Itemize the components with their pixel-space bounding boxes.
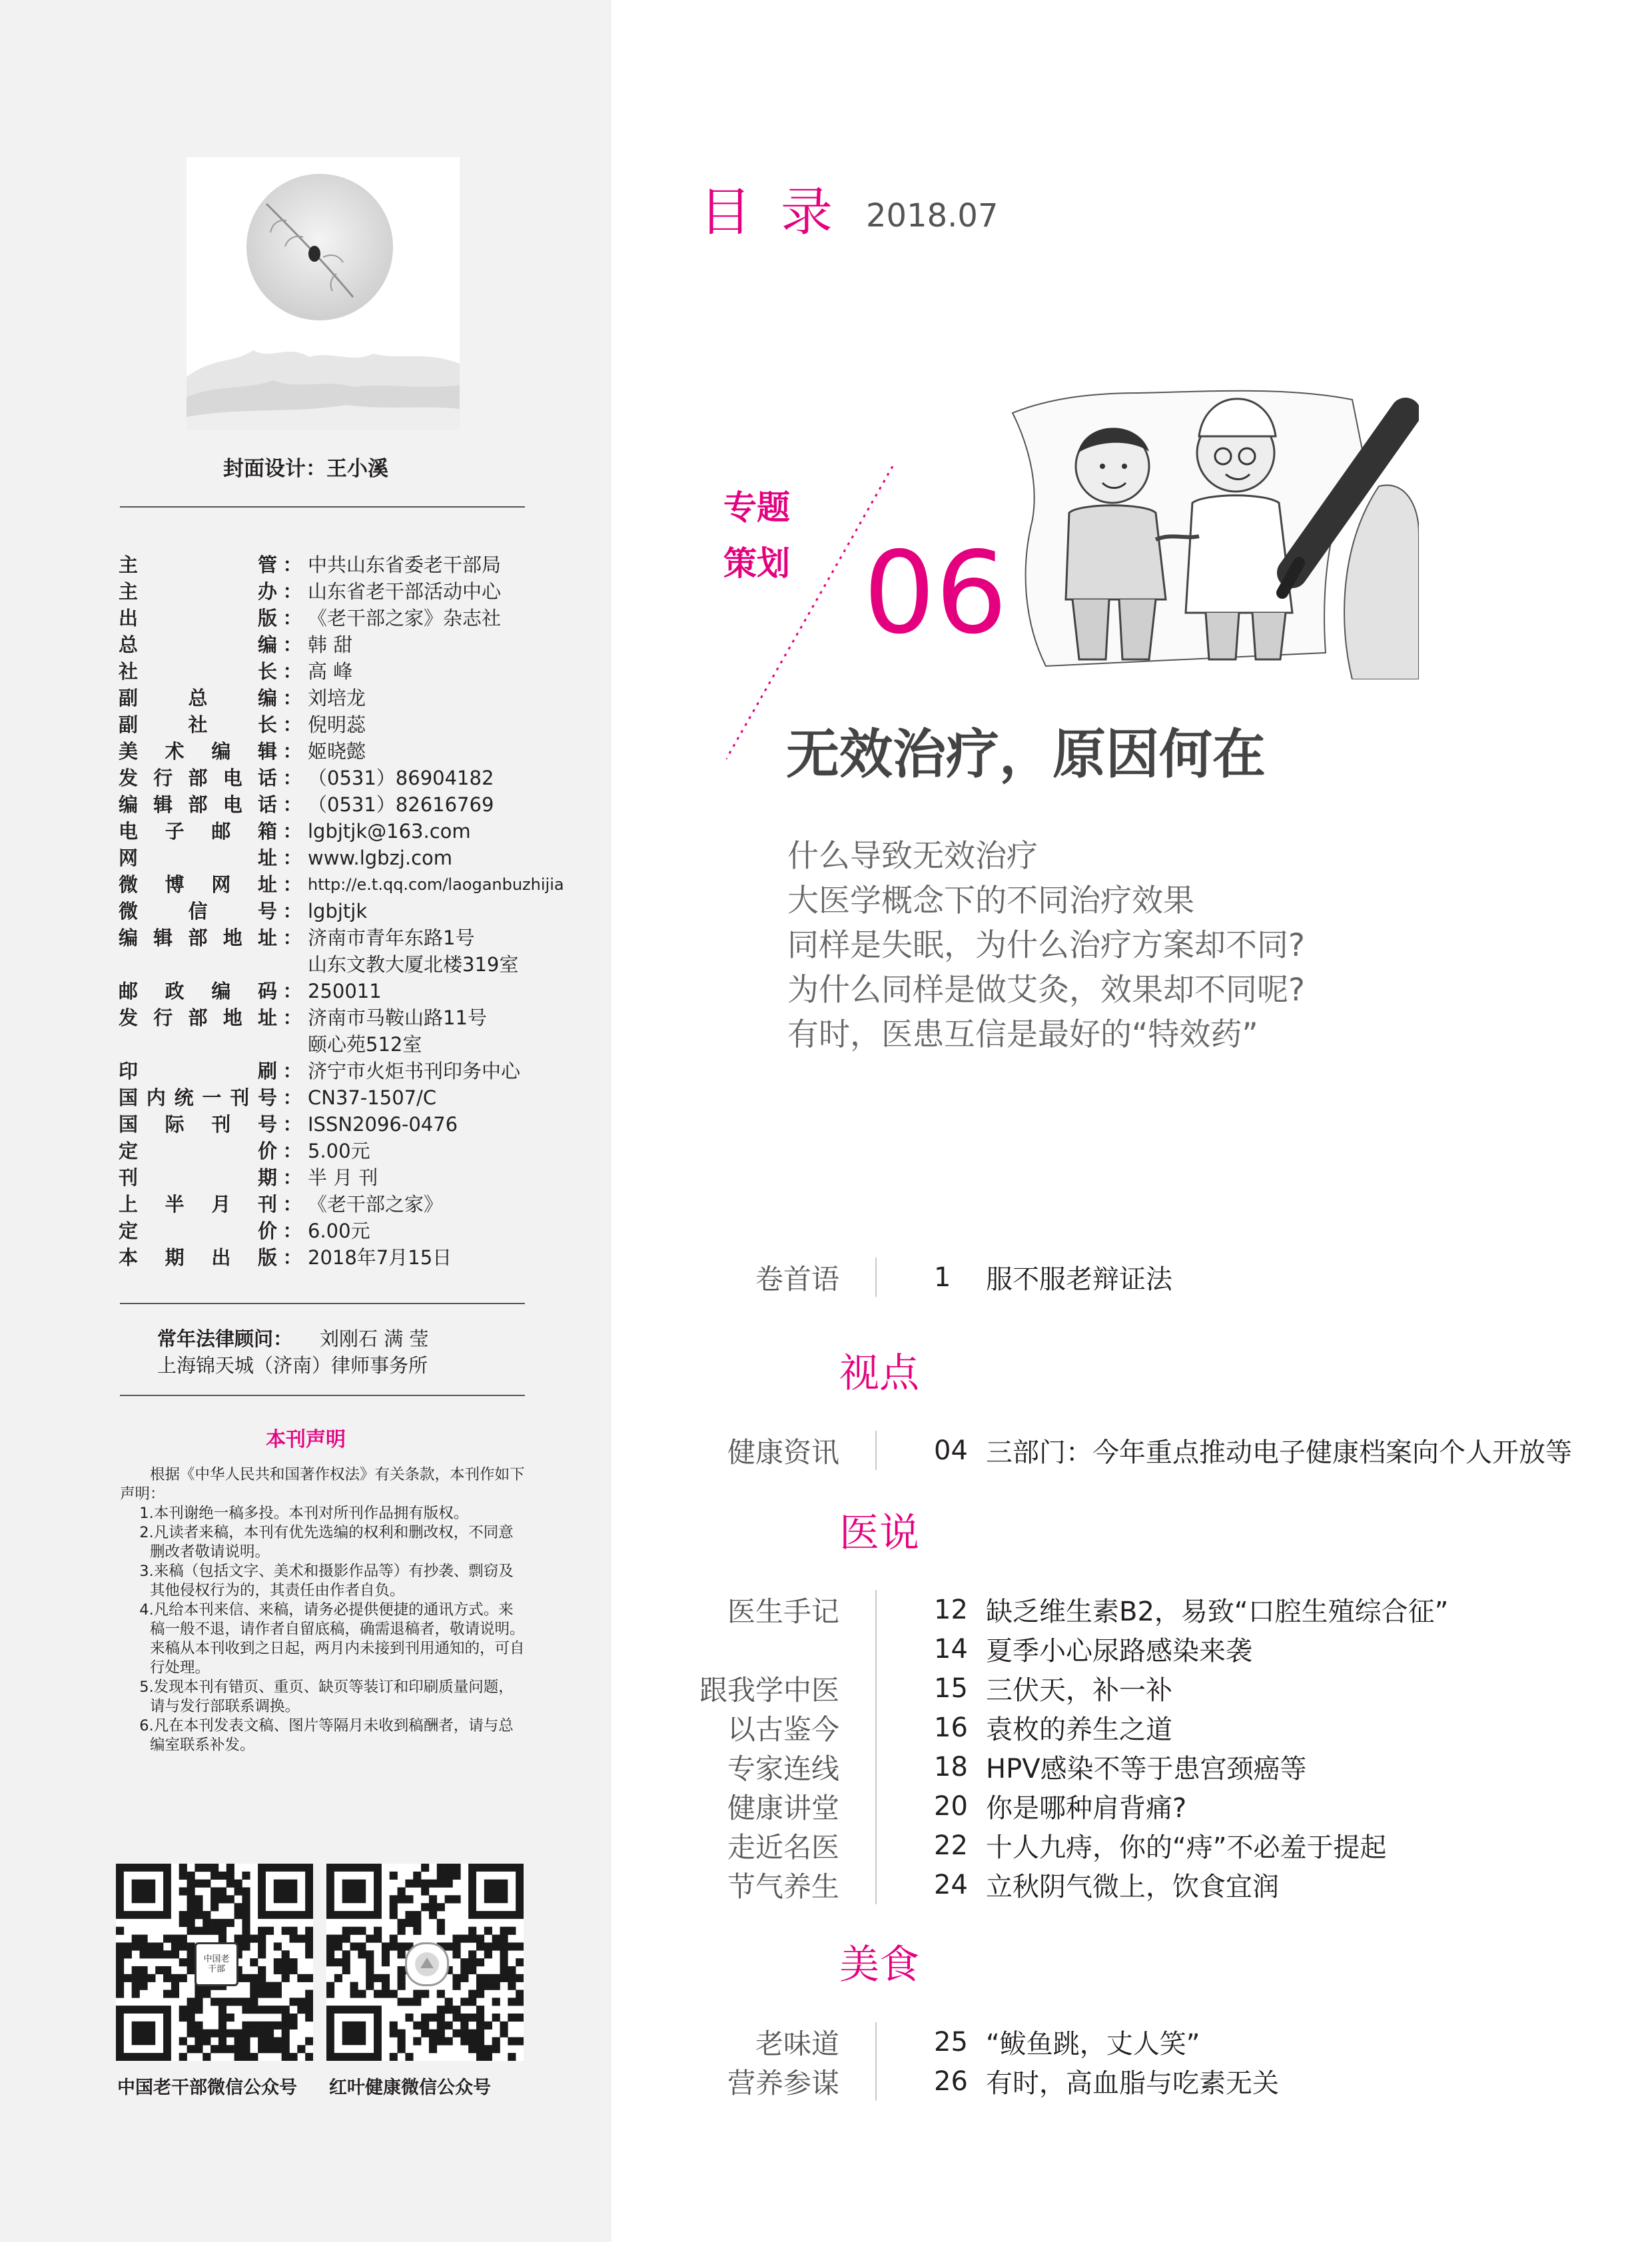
article-title: HPV感染不等于患宫颈癌等 (986, 1754, 1307, 1784)
feature-page-number[interactable]: 06 (863, 528, 1008, 659)
masthead-label: 电子邮箱 (119, 820, 277, 843)
masthead-row: 定价 ： 5.00元 (119, 1138, 572, 1164)
masthead-row: 美术编辑 ： 姬晓懿 (119, 738, 572, 765)
page-number: 04 (934, 1435, 968, 1466)
masthead-label: 主办 (119, 580, 277, 603)
masthead-value: 250011 (308, 980, 382, 1002)
cover-art-image (187, 157, 460, 430)
doctor-patient-handshake-illustration (1006, 373, 1419, 679)
masthead-value: 刘培龙 (308, 687, 366, 709)
masthead-label: 上半月刊 (119, 1193, 277, 1216)
legal-counsel-label: 常年法律顾问： (157, 1327, 293, 1350)
toc-entry[interactable] (666, 1431, 1645, 1470)
notice-title: 本刊声明 (266, 1428, 346, 1451)
masthead-label: 国际刊号 (119, 1113, 277, 1136)
masthead-value: （0531）82616769 (308, 793, 494, 816)
column-name: 老味道 (755, 2027, 839, 2060)
masthead-value: 《老干部之家》 (308, 1193, 444, 1216)
column-name: 营养参谋 (727, 2066, 839, 2099)
toc-title: 目录 (699, 183, 863, 242)
page-number: 15 (934, 1673, 968, 1704)
feature-label: 专题 (723, 488, 790, 527)
email-value[interactable]: lgbjtjk@163.com (308, 820, 471, 843)
masthead-row: 主办 ： 山东省老干部活动中心 (119, 578, 572, 605)
masthead-value: 韩 甜 (308, 633, 353, 656)
notice-item: 4.凡给本刊来信、来稿，请务必提供便捷的通讯方式。来稿一般不退，请作者自留底稿，确需退稿者，敬请说明。来稿从本刊收到之日起，两月内未接到刊用通知的，可自行处理。 (139, 1601, 525, 1677)
masthead-row: 发行部电话 ： （0531）86904182 (119, 765, 572, 791)
toc-section-medicine (666, 1590, 1645, 1904)
masthead-label: 副总编 (119, 687, 277, 709)
legal-counsel-names: 刘刚石 满 莹 (320, 1327, 429, 1350)
feature-subtopic[interactable]: 什么导致无效治疗 (787, 838, 1038, 875)
page-number: 16 (934, 1712, 968, 1743)
masthead-value: ISSN2096-0476 (308, 1113, 458, 1136)
masthead-label: 美术编辑 (119, 740, 277, 763)
masthead-label: 网址 (119, 847, 277, 869)
divider (120, 506, 525, 508)
page-number: 25 (934, 2026, 968, 2057)
masthead-label: 发行部地址 (119, 1006, 277, 1029)
article-title: 缺乏维生素B2，易致“口腔生殖综合征” (986, 1597, 1449, 1627)
page-number: 22 (934, 1830, 968, 1861)
feature-title[interactable]: 无效治疗，原因何在 (786, 723, 1266, 785)
masthead-label: 国内统一刊号 (119, 1086, 277, 1109)
qr-logo-badge: 中国老干部 (203, 1954, 230, 1974)
qr-code-laoganbu[interactable] (116, 1864, 313, 2061)
masthead-row: 本期出版 ： 2018年7月15日 (119, 1244, 572, 1271)
masthead-label: 主管 (119, 554, 277, 576)
website-link[interactable]: www.lgbzj.com (308, 847, 453, 869)
feature-subtopics (787, 834, 1305, 1057)
masthead-label: 编辑部地址 (119, 927, 277, 949)
masthead-row: 总编 ： 韩 甜 (119, 631, 572, 658)
masthead-label: 出版 (119, 607, 277, 629)
copyright-notice (120, 1465, 525, 1755)
page-number: 14 (934, 1633, 968, 1665)
toc-section-intro (666, 1258, 1645, 1297)
article-title: 夏季小心尿路感染来袭 (986, 1636, 1252, 1667)
qr-caption: 中国老干部微信公众号 (117, 2077, 297, 2098)
masthead-sidebar (0, 0, 612, 2242)
page-number: 20 (934, 1790, 968, 1822)
masthead-value: CN37-1507/C (308, 1086, 437, 1109)
column-name: 健康资讯 (727, 1435, 839, 1469)
article-title: 十人九痔，你的“痔”不必羞于提起 (986, 1832, 1387, 1863)
toc-entry[interactable] (666, 1629, 1645, 1669)
masthead-value: lgbjtjk (308, 900, 368, 923)
masthead-row: 社长 ： 高 峰 (119, 658, 572, 685)
feature-subtopic[interactable]: 同样是失眠，为什么治疗方案却不同? (787, 927, 1305, 964)
page-number: 12 (934, 1594, 968, 1625)
masthead-label: 本期出版 (119, 1246, 277, 1269)
masthead-label: 刊期 (119, 1166, 277, 1189)
toc-entry[interactable] (666, 2022, 1645, 2061)
masthead-label: 定价 (119, 1140, 277, 1162)
masthead-row: 副社长 ： 倪明蕊 (119, 711, 572, 738)
article-title: 三部门：今年重点推动电子健康档案向个人开放等 (986, 1437, 1572, 1468)
masthead-row: 微博网址 ： http://e.t.qq.com/laoganbuzhijia (119, 871, 572, 898)
column-name: 节气养生 (727, 1870, 839, 1903)
masthead-label: 编辑部电话 (119, 793, 277, 816)
masthead-row: 电子邮箱 ： lgbjtjk@163.com (119, 818, 572, 845)
issue-date: 2018.07 (866, 197, 999, 234)
masthead-value: （0531）86904182 (308, 767, 494, 789)
notice-intro: 根据《中华人民共和国著作权法》有关条款，本刊作如下声明： (120, 1466, 525, 1503)
masthead-label: 定价 (119, 1220, 277, 1242)
feature-label: 策划 (723, 544, 790, 583)
masthead-value: 5.00元 (308, 1140, 370, 1162)
masthead-value: 倪明蕊 (308, 713, 366, 736)
masthead-label: 印刷 (119, 1060, 277, 1082)
article-title: 你是哪种肩背痛? (986, 1793, 1187, 1824)
masthead-label: 微信号 (119, 900, 277, 923)
notice-item: 5.发现本刊有错页、重页、缺页等装订和印刷质量问题，请与发行部联系调换。 (139, 1679, 514, 1715)
masthead-label: 副社长 (119, 713, 277, 736)
category-heading: 视点 (839, 1350, 919, 1397)
toc-entry[interactable] (666, 1786, 1645, 1826)
masthead-label: 发行部电话 (119, 767, 277, 789)
masthead-row: 出版 ： 《老干部之家》杂志社 (119, 605, 572, 631)
masthead-row: 刊期 ： 半 月 刊 (119, 1164, 572, 1191)
page-number: 26 (934, 2065, 968, 2097)
qr-code-hongye[interactable] (326, 1864, 524, 2061)
red-leaf-logo-icon (405, 1942, 449, 1986)
article-title: 袁枚的养生之道 (986, 1714, 1172, 1745)
masthead-value: 中共山东省委老干部局 (308, 554, 502, 576)
masthead-row: 网址 ： www.lgbzj.com (119, 845, 572, 871)
masthead-label: 社长 (119, 660, 277, 683)
divider (120, 1395, 525, 1396)
law-firm-name: 上海锦天城（济南）律师事务所 (157, 1354, 428, 1377)
article-title: 立秋阴气微上，饮食宜润 (986, 1872, 1279, 1902)
toc-entry[interactable] (666, 1747, 1645, 1786)
divider (120, 1303, 525, 1304)
weibo-link[interactable]: http://e.t.qq.com/laoganbuzhijia (308, 875, 564, 894)
column-name: 走近名医 (727, 1830, 839, 1864)
qr-caption: 红叶健康微信公众号 (329, 2077, 491, 2098)
toc-entry[interactable] (666, 1865, 1645, 1904)
article-title: “鲅鱼跳，丈人笑” (986, 2029, 1200, 2059)
masthead-row: 定价 ： 6.00元 (119, 1218, 572, 1244)
notice-item: 1.本刊谢绝一稿多投。本刊对所刊作品拥有版权。 (139, 1505, 469, 1522)
masthead-row: 国内统一刊号 ： CN37-1507/C (119, 1084, 572, 1111)
masthead-value: 6.00元 (308, 1220, 370, 1242)
toc-section-viewpoint (666, 1431, 1645, 1470)
masthead-value: 2018年7月15日 (308, 1246, 452, 1269)
toc-entry[interactable] (666, 1590, 1645, 1629)
masthead-row: 国际刊号 ： ISSN2096-0476 (119, 1111, 572, 1138)
masthead-row: 微信号 ： lgbjtjk (119, 898, 572, 925)
feature-subtopic[interactable]: 有时，医患互信是最好的“特效药” (787, 1016, 1258, 1053)
cover-thumbnail[interactable] (187, 157, 460, 430)
masthead-row: 副总编 ： 刘培龙 (119, 685, 572, 711)
toc-entry[interactable] (666, 1258, 1645, 1297)
column-name: 医生手记 (727, 1595, 839, 1628)
masthead-value: 山东省老干部活动中心 (308, 580, 502, 603)
article-title: 有时，高血脂与吃素无关 (986, 2068, 1279, 2099)
toc-entry[interactable] (666, 2061, 1645, 2101)
toc-entry[interactable] (666, 1826, 1645, 1865)
notice-item: 3.来稿（包括文字、美术和摄影作品等）有抄袭、剽窃及其他侵权行为的，其责任由作者自负。 (139, 1563, 514, 1599)
article-title: 三伏天，补一补 (986, 1675, 1172, 1706)
column-name: 卷首语 (755, 1262, 839, 1296)
masthead-label: 邮政编码 (119, 980, 277, 1002)
masthead-label: 总编 (119, 633, 277, 656)
page-number: 1 (934, 1262, 951, 1293)
masthead-label: 微博网址 (119, 873, 277, 896)
toc-entry[interactable] (666, 1708, 1645, 1747)
masthead-value: 高 峰 (308, 660, 353, 683)
masthead-row: 上半月刊 ： 《老干部之家》 (119, 1191, 572, 1218)
column-name: 跟我学中医 (699, 1673, 839, 1706)
toc-section-food (666, 2022, 1645, 2101)
feature-subtopic[interactable]: 为什么同样是做艾灸，效果却不同呢? (787, 972, 1305, 1008)
masthead-value: 半 月 刊 (308, 1166, 378, 1189)
masthead-row: 编辑部电话 ： （0531）82616769 (119, 791, 572, 818)
masthead-info (119, 552, 572, 1271)
column-name: 以古鉴今 (727, 1712, 839, 1746)
masthead-row: 印刷 ： 济宁市火炬书刊印务中心 (119, 1058, 572, 1084)
cover-design-credit: 封面设计：王小溪 (223, 457, 388, 481)
column-name: 健康讲堂 (727, 1791, 839, 1824)
feature-subtopic[interactable]: 大医学概念下的不同治疗效果 (787, 883, 1194, 919)
masthead-value: 济南市青年东路1号 山东文教大厦北楼319室 (308, 927, 519, 976)
notice-item: 6.凡在本刊发表文稿、图片等隔月未收到稿酬者，请与总编室联系补发。 (139, 1717, 514, 1754)
masthead-value: 济南市马鞍山路11号 颐心苑512室 (308, 1006, 487, 1056)
masthead-row: 编辑部地址 ： 济南市青年东路1号 山东文教大厦北楼319室 (119, 925, 572, 978)
page-number: 24 (934, 1869, 968, 1900)
column-name: 专家连线 (727, 1752, 839, 1785)
category-heading: 医说 (839, 1510, 919, 1557)
notice-item: 2.凡读者来稿，本刊有优先选编的权利和删改权，不同意删改者敬请说明。 (139, 1524, 514, 1561)
toc-entry[interactable] (666, 1669, 1645, 1708)
category-heading: 美食 (839, 1942, 919, 1988)
page-number: 18 (934, 1751, 968, 1782)
masthead-value: 姬晓懿 (308, 740, 366, 763)
masthead-value: 济宁市火炬书刊印务中心 (308, 1060, 521, 1082)
masthead-row: 发行部地址 ： 济南市马鞍山路11号 颐心苑512室 (119, 1004, 572, 1058)
masthead-value: 《老干部之家》杂志社 (308, 607, 502, 629)
masthead-row: 主管 ： 中共山东省委老干部局 (119, 552, 572, 578)
masthead-row: 邮政编码 ： 250011 (119, 978, 572, 1004)
article-title: 服不服老辩证法 (986, 1264, 1172, 1295)
